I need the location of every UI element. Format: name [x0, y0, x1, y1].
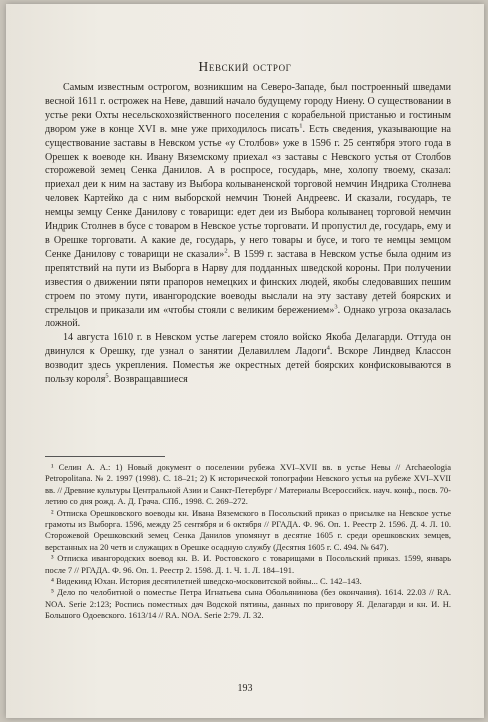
footnote-divider	[45, 456, 165, 457]
paragraph-text: Самым известным острогом, возникшим на Северо-Западе, был построенный шведами весной 1611 г. острожек на Неве, давший начало будущему городу Ниену. О существовании в устье реки Охты несельскохозяйственного поселения с корабельной пристанью и гостиным двором уже в конце XVI в. мне уже приходилось писать	[45, 82, 451, 135]
footnote-ref: 3	[334, 303, 338, 311]
footnote-3: ³ Отписка ивангородских воевод кн. В. И. Ростовского с товарищами в Посольский приказ. 1599, январь после 7 // РГАДА. Ф. 96. Оп. 1. Реестр 2. 1598. Д. 1. Ч. 1. Л. 184–191.	[45, 553, 451, 575]
paragraph-text: . В 1599 г. застава в Невском устье была одним из препятствий на пути из Выборга в Нарву для подданных шведской короны. При получении известия о движении пяти прапоров немецких и финских людей, якобы следовавших пешим строем по этому пути, ивангородские воеводы выслали на эту заставу детей боярских и стрельцов и приказали им «чтобы стояли с великим бережением»	[45, 248, 452, 316]
footnote-4: ⁴ Видекинд Юхан. История десятилетней шведско-московитской войны... С. 142–143.	[51, 576, 362, 587]
footnote-ref: 2	[224, 247, 228, 255]
footnote-ref: 1	[299, 122, 303, 130]
main-text	[45, 81, 451, 387]
paragraph-2	[45, 331, 451, 387]
paragraph-text: . Есть сведения, указывающие на существование заставы в Невском устье «у Столбов» уже в 1596 г. 25 сентября этого года в Орешек к воеводе кн. Ивану Вяземскому приехал «з заставы с Невского устья от Столбов сторожевой земец Сенка Данилов. А в роспросе, государь, мне, холопу твоему, сказал: приехал деи к ним на заставу из Выбора колываненской торговой немчин Индрика Столнева человек Картейко да с ним выборской немчин Тюней Андреевс. И сказали, государь, те немцы земцу Сенке Данилову с товарищи: едет деи из Выбора колыванец торговой немчин Индрик Столнев в бусе с товаром в Невское устье торговати. И пропустил де, государь, ему и в Орешке торговати. А какие де, государь, у него товары и бусе, и того те немцы земцом Сенке Данилову с товарищи не сказали»	[45, 123, 451, 260]
paragraph-1	[45, 81, 451, 331]
paragraph-text: . Однако угроза оказалась ложной.	[45, 304, 451, 330]
page-title: Невский острог	[198, 59, 292, 74]
footnote-1: ¹ Селин А. А.: 1) Новый документ о поселении рубежа XVI–XVII вв. в устье Невы // Archaeologia Petropolitana. № 2. 1997 (1998). С. 18–21; 2) К исторической топографии Невского устья на рубеже XVI–XVII вв. // Древние культуры Центральной Азии и Санкт-Петербург / Материалы Всероссийск. науч. конф., посв. 70-летию со дня рожд. А. Д. Грача. СПб., 1998. С. 269–272.	[45, 462, 451, 507]
footnote-5: ⁵ Дело по челобитной о поместье Петра Игнатьева сына Обольянинова (без окончания). 1614. 22.03 // RA. NOA. Serie 2:123; Роспись поместных дач Водской пятины, данных по приговору Я. Делагарди и кн. И. Н. Большого Одоевского. 1613/14 // RA. NOA. Serie 2:79. Л. 32.	[45, 587, 451, 621]
footnote-2: ² Отписка Орешковского воеводы кн. Ивана Вяземского в Посольский приказ о присылке на Невское устье грамоты из Выборга. 1596, между 25 сентября и 6 октября // РГАДА. Ф. 96. Оп. 1. Реестр 2. 1596. Д. 4. Л. 10. Сторожевой Орешковский земец Сенка Данилов упомянут в десятне 1605 г. среди орешковских земцев, верстанных на 20 четв и служащих в Орешке осадную службу (Десятня 1605 г. С. 494. № 647).	[45, 507, 451, 552]
book-page	[6, 4, 484, 718]
paragraph-text: . Вскоре Линдвед Классон возводит здесь укрепления. Поместья же окрестных детей боярских конфисковываются в пользу короля	[45, 346, 451, 386]
footnote-ref: 5	[105, 372, 109, 380]
paragraph-text: . Возвращавшиеся	[108, 374, 188, 386]
footnote-ref: 4	[326, 344, 330, 352]
footnotes	[45, 462, 451, 622]
page-number: 193	[237, 683, 253, 694]
paragraph-text: 14 августа 1610 г. в Невском устье лагерем стояло войско Якоба Делагарди. Оттуда он двинулся к Орешку, где узнал о занятии Делавиллем Ладоги	[45, 332, 451, 358]
